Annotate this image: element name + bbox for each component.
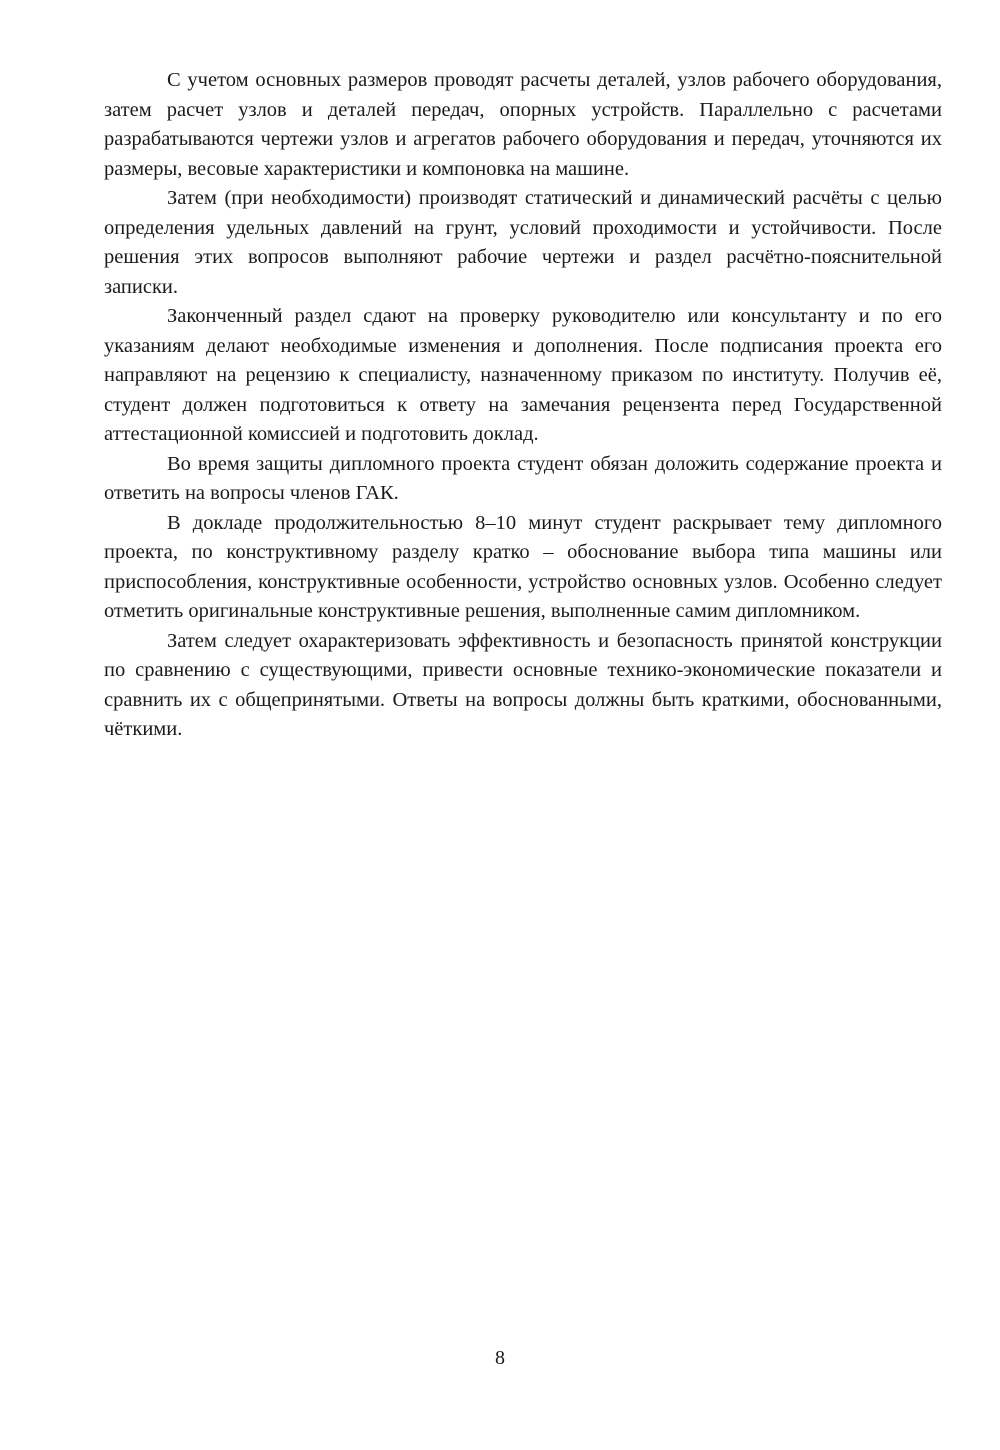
paragraph: Затем следует охарактеризовать эффективность и безопасность принятой конструкции по сравнению с существующими, привести основные технико-экономические показатели и сравнить их с общепринятыми. Ответы на вопросы должны быть краткими, обоснованными, чёткими. xyxy=(104,629,942,740)
paragraph: Законченный раздел сдают на проверку руководителю или консультанту и по его указаниям делают необходимые изменения и дополнения. После подписания проекта его направляют на рецензию к специалисту, назначенному приказом по институту. Получив её, студент должен подготовиться к ответу на замечания рецензента перед Государственной аттестационной комиссией и подготовить доклад. xyxy=(104,305,942,445)
paragraph: С учетом основных размеров проводят расчеты деталей, узлов рабочего оборудования, затем расчет узлов и деталей передач, опорных устройств. Параллельно с расчетами разрабатываются чертежи узлов и агрегатов рабочего оборудования и передач, уточняются их размеры, весовые характеристики и компоновка на машине. xyxy=(104,69,942,180)
paragraph: В докладе продолжительностью 8–10 минут студент раскрывает тему дипломного проекта, по конструктивному разделу кратко – обоснование выбора типа машины или приспособления, конструктивные особенности, устройство основных узлов. Особенно следует отметить оригинальные конструктивные решения, выполненные самим дипломником. xyxy=(104,511,942,622)
body-text xyxy=(104,66,942,745)
paragraph: Во время защиты дипломного проекта студент обязан доложить содержание проекта и ответить на вопросы членов ГАК. xyxy=(104,452,942,504)
paragraph: Затем (при необходимости) производят статический и динамический расчёты с целью определения удельных давлений на грунт, условий проходимости и устойчивости. После решения этих вопросов выполняют рабочие чертежи и раздел расчётно-пояснительной записки. xyxy=(104,187,942,298)
page-number: 8 xyxy=(495,1347,505,1369)
